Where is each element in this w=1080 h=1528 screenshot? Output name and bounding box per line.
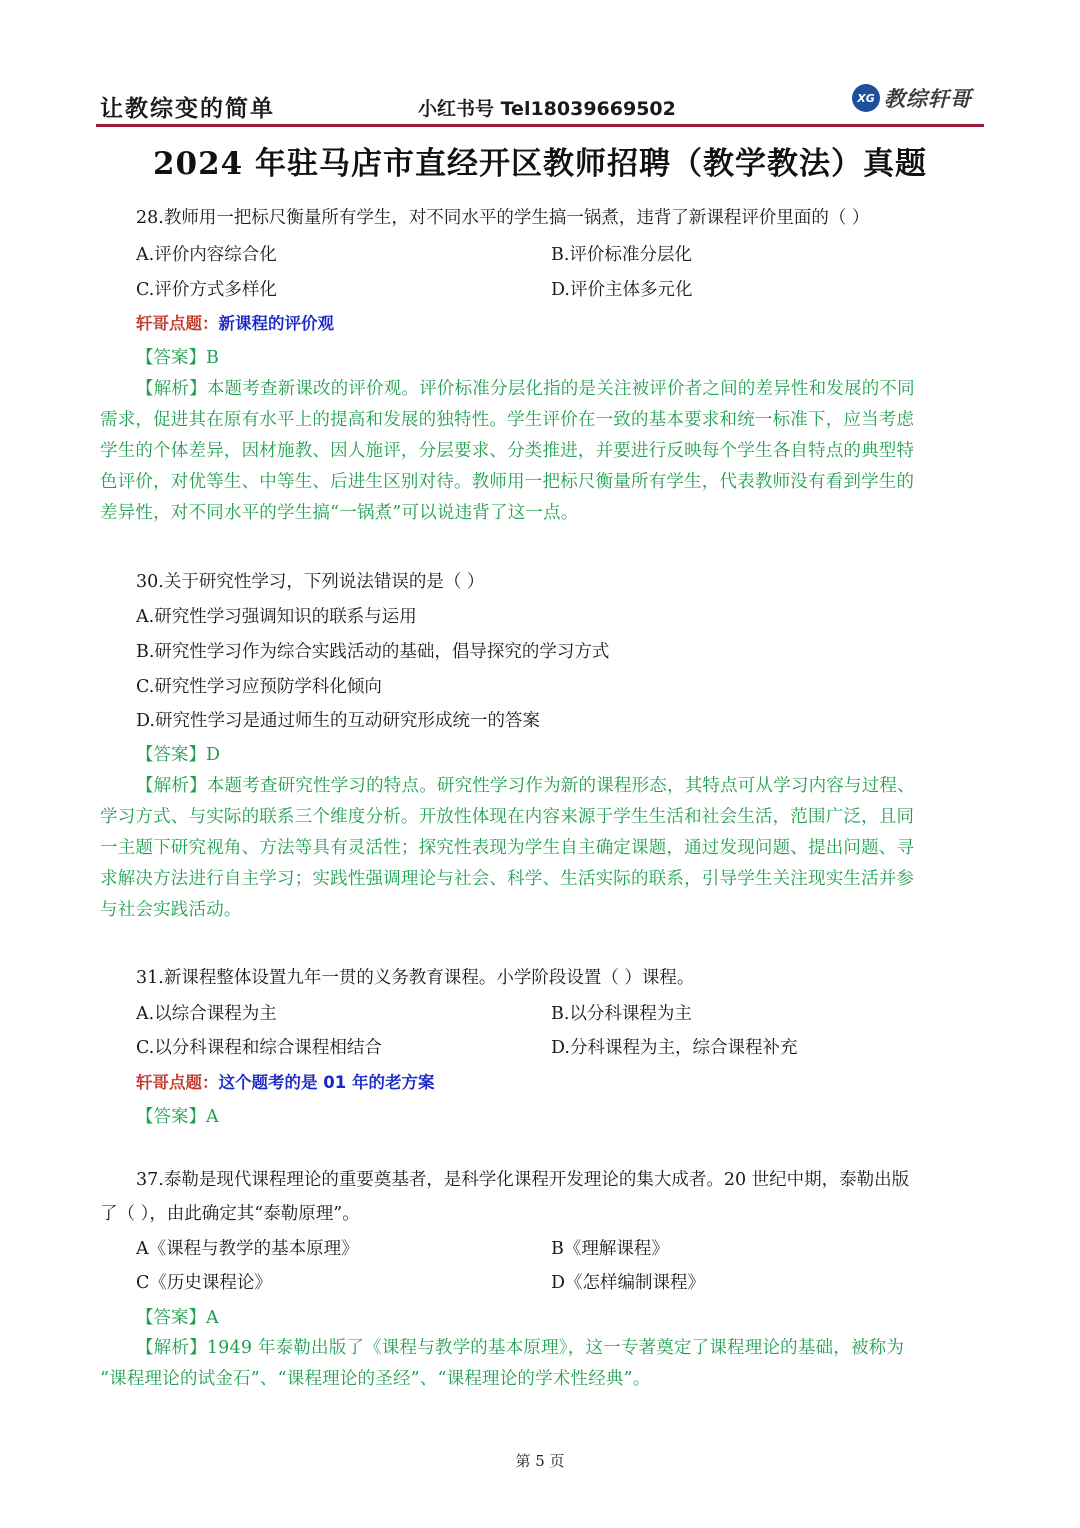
answer-label: 【答案】 <box>136 1308 206 1328</box>
question-stem-line: 了（ ），由此确定其“泰勒原理”。 <box>100 1204 360 1224</box>
option-a: A.研究性学习强调知识的联系与运用 <box>136 607 417 627</box>
answer-value: B <box>206 348 219 368</box>
explanation-line: 一主题下研究视角、方法等具有灵活性；探究性表现为学生自主确定课题，通过发现问题、提出问题、寻 <box>100 838 915 858</box>
explanation-line: 色评价，对优等生、中等生、后进生区别对待。教师用一把标尺衡量所有学生，代表教师没有看到学生的 <box>100 472 915 492</box>
explanation <box>100 374 915 529</box>
question-stem: 30.关于研究性学习，下列说法错误的是（ ） <box>136 572 485 592</box>
explanation-line: 学生的个体差异，因材施教、因人施评，分层要求、分类推进，并要进行反映每个学生各自特点的典型特 <box>100 441 915 461</box>
option-a: A.以综合课程为主 <box>136 1004 277 1024</box>
header-rule <box>96 124 984 127</box>
explanation-line: “课程理论的试金石”、“课程理论的圣经”、“课程理论的学术性经典”。 <box>100 1369 651 1389</box>
hint <box>136 310 334 334</box>
page-title: 2024 年驻马店市直经开区教师招聘（教学教法）真题 <box>152 146 928 182</box>
answer <box>136 1103 219 1128</box>
option-b: B.评价标准分层化 <box>551 245 692 265</box>
hint <box>136 1069 434 1093</box>
option-d: D.分科课程为主，综合课程补充 <box>551 1038 798 1058</box>
answer-value: D <box>206 745 221 765</box>
explanation-line: 需求，促进其在原有水平上的提高和发展的独特性。学生评价在一致的基本要求和统一标准下，应当考虑 <box>100 410 915 430</box>
answer <box>136 1304 219 1329</box>
brand-logo <box>852 80 972 116</box>
option-d: D《怎样编制课程》 <box>551 1273 706 1293</box>
option-b: B《理解课程》 <box>551 1239 669 1259</box>
explanation-line: 本题考查新课改的评价观。评价标准分层化指的是关注被评价者之间的差异性和发展的不同 <box>206 379 915 399</box>
answer <box>136 344 219 369</box>
explanation-label: 【解析】 <box>136 776 207 796</box>
explanation-line: 学习方式、与实际的联系三个维度分析。开放性体现在内容来源于学生生活和社会生活，范围广泛，且同 <box>100 807 915 827</box>
hint-text: 这个题考的是 01 年的老方案 <box>218 1073 435 1092</box>
option-c: C.以分科课程和综合课程相结合 <box>136 1038 382 1058</box>
explanation-line: 差异性，对不同水平的学生搞“一锅煮”可以说违背了这一点。 <box>100 503 579 523</box>
option-a: A《课程与教学的基本原理》 <box>136 1239 359 1259</box>
explanation-label: 【解析】 <box>136 379 207 399</box>
option-c: C.评价方式多样化 <box>136 280 277 300</box>
hint-label: 轩哥点题： <box>136 314 219 333</box>
explanation <box>100 1333 904 1395</box>
answer-value: A <box>206 1107 219 1127</box>
explanation-line: 求解决方法进行自主学习；实践性强调理论与社会、科学、生活实际的联系，引导学生关注现实生活并参 <box>100 869 915 889</box>
option-a: A.评价内容综合化 <box>136 245 277 265</box>
explanation-line: 本题考查研究性学习的特点。研究性学习作为新的课程形态，其特点可从学习内容与过程、 <box>206 776 915 796</box>
option-d: D.研究性学习是通过师生的互动研究形成统一的答案 <box>136 711 540 731</box>
option-c: C《历史课程论》 <box>136 1273 272 1293</box>
explanation-line: 与社会实践活动。 <box>100 900 242 920</box>
page-header <box>100 78 980 124</box>
question-stem: 28.教师用一把标尺衡量所有学生，对不同水平的学生搞一锅煮，违背了新课程评价里面的（ ） <box>136 208 870 228</box>
answer-label: 【答案】 <box>136 348 206 368</box>
question-stem-line: 37.泰勒是现代课程理论的重要奠基者，是科学化课程开发理论的集大成者。20 世纪中期，泰勒出版 <box>136 1170 910 1190</box>
explanation-line: 1949 年泰勒出版了《课程与教学的基本原理》，这一专著奠定了课程理论的基础，被称为 <box>206 1338 905 1358</box>
option-b: B.以分科课程为主 <box>551 1004 692 1024</box>
header-contact: 小红书号 Tel18039669502 <box>418 98 676 120</box>
explanation <box>100 771 915 926</box>
answer-label: 【答案】 <box>136 745 206 765</box>
explanation-label: 【解析】 <box>136 1338 207 1358</box>
logo-text: 教综轩哥 <box>884 87 972 111</box>
question-stem: 31.新课程整体设置九年一贯的义务教育课程。小学阶段设置（ ）课程。 <box>136 968 695 988</box>
answer <box>136 741 220 766</box>
option-b: B.研究性学习作为综合实践活动的基础，倡导探究的学习方式 <box>136 642 610 662</box>
option-d: D.评价主体多元化 <box>551 280 693 300</box>
answer-value: A <box>206 1308 219 1328</box>
header-slogan: 让教综变的简单 <box>100 96 275 122</box>
logo-badge-icon: XG <box>852 84 880 112</box>
answer-label: 【答案】 <box>136 1107 206 1127</box>
option-c: C.研究性学习应预防学科化倾向 <box>136 677 382 697</box>
hint-text: 新课程的评价观 <box>218 314 334 333</box>
hint-label: 轩哥点题： <box>136 1073 219 1092</box>
page-number: 第 5 页 <box>515 1452 565 1470</box>
